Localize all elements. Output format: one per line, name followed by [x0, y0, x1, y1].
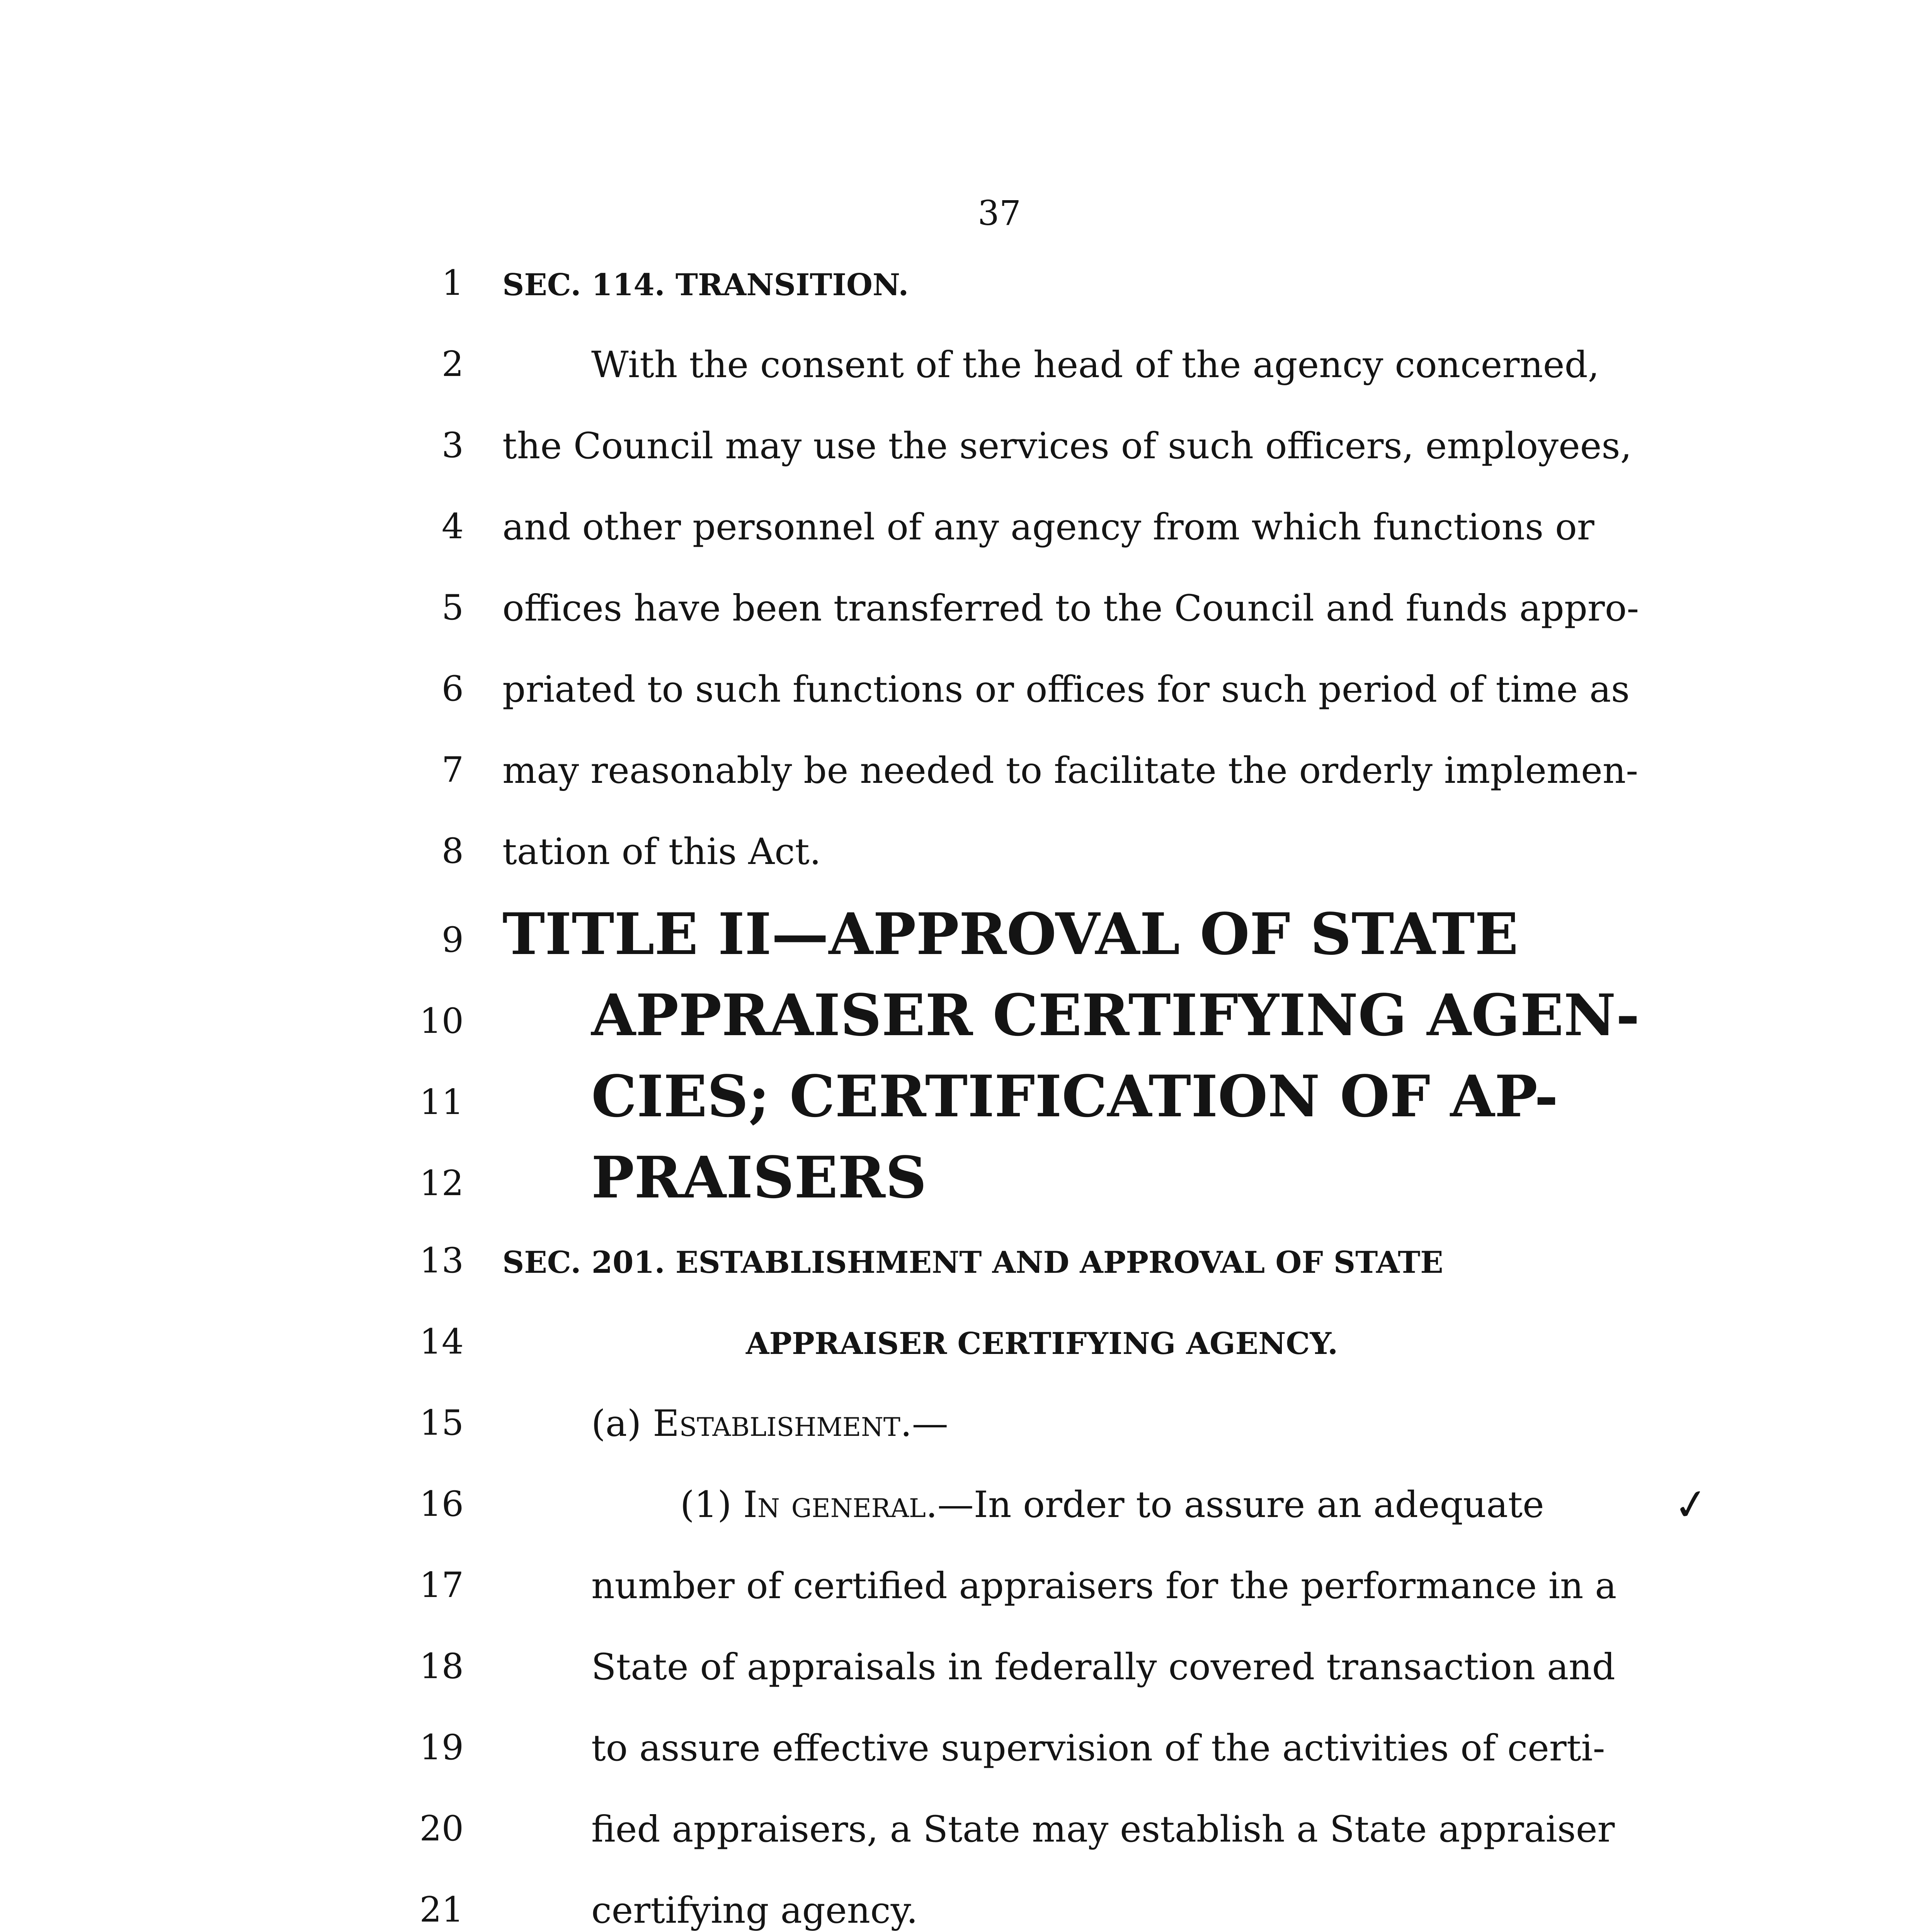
- text-segment: may reasonably be needed to facilitate the orderly implemen-: [502, 750, 1639, 792]
- text-segment: CIES; CERTIFICATION OF AP-: [591, 1063, 1559, 1130]
- line-number: 6: [441, 668, 464, 709]
- line-number: 11: [419, 1082, 464, 1122]
- line-number: 20: [419, 1808, 464, 1849]
- section-heading: [502, 267, 909, 303]
- text-segment: SEC. 114. TRANSITION.: [502, 267, 909, 303]
- text-segment: tation of this Act.: [502, 831, 821, 873]
- title-heading: [591, 1063, 1558, 1130]
- text-segment: number of certified appraisers for the performance in a: [591, 1565, 1617, 1607]
- text-segment: APPRAISER CERTIFYING AGENCY.: [746, 1326, 1338, 1361]
- page-number: 37: [978, 193, 1021, 233]
- line-number: 7: [441, 750, 464, 790]
- line-text: [502, 831, 821, 873]
- line-text: [591, 1889, 918, 1932]
- text-segment: With the consent of the head of the agency concerned,: [591, 344, 1600, 386]
- line-number: 3: [441, 425, 464, 466]
- line-number: 5: [441, 587, 464, 628]
- text-segment: In general: [743, 1484, 926, 1526]
- line-text: [502, 668, 1630, 711]
- text-segment: .—In order to assure an adequate: [926, 1484, 1544, 1526]
- section-heading: [746, 1326, 1338, 1361]
- text-segment: Establishment: [653, 1403, 900, 1445]
- line-number: 16: [419, 1484, 464, 1524]
- title-heading: [502, 900, 1518, 968]
- text-segment: offices have been transferred to the Council and funds appro-: [502, 587, 1639, 629]
- line-text: [680, 1484, 1581, 1526]
- line-number: 15: [419, 1403, 464, 1443]
- line-text: [591, 1727, 1605, 1769]
- text-segment: State of appraisals in federally covered transaction and: [591, 1646, 1615, 1688]
- line-number: 1: [441, 263, 464, 303]
- text-segment: certifying agency.: [591, 1889, 918, 1932]
- line-text: [591, 1403, 948, 1445]
- line-text: [591, 1808, 1615, 1850]
- line-number: 13: [419, 1240, 464, 1281]
- line-text: [502, 750, 1639, 792]
- title-heading: [591, 981, 1640, 1049]
- line-number: 18: [419, 1646, 464, 1687]
- line-text: [591, 1565, 1617, 1607]
- title-heading: [591, 1144, 927, 1211]
- text-segment: priated to such functions or offices for such period of time as: [502, 668, 1630, 711]
- line-number: 14: [419, 1321, 464, 1362]
- line-number: 10: [419, 1001, 464, 1041]
- line-number: 8: [441, 831, 464, 871]
- text-segment: the Council may use the services of such officers, employees,: [502, 425, 1632, 467]
- line-number: 2: [441, 344, 464, 384]
- line-number: 19: [419, 1727, 464, 1768]
- line-number: 21: [419, 1889, 464, 1930]
- text-segment: PRAISERS: [591, 1144, 927, 1211]
- line-text: [591, 344, 1600, 386]
- line-number: 12: [419, 1163, 464, 1204]
- line-text: [502, 506, 1594, 548]
- line-number: 17: [419, 1565, 464, 1605]
- line-number: 4: [441, 506, 464, 547]
- text-segment: APPRAISER CERTIFYING AGEN-: [591, 981, 1640, 1049]
- text-segment: SEC. 201. ESTABLISHMENT AND APPROVAL OF STATE: [502, 1245, 1443, 1280]
- text-segment: TITLE II—APPROVAL OF STATE: [502, 900, 1518, 968]
- line-text: [591, 1646, 1615, 1688]
- line-number: 9: [441, 920, 464, 960]
- text-segment: (1): [680, 1484, 744, 1526]
- text-segment: .—: [900, 1403, 948, 1445]
- section-heading: [502, 1245, 1581, 1280]
- text-segment: fied appraisers, a State may establish a State appraiser: [591, 1808, 1615, 1850]
- text-segment: and other personnel of any agency from which functions or: [502, 506, 1594, 548]
- line-text: [502, 587, 1639, 629]
- text-segment: to assure effective supervision of the activities of certi-: [591, 1727, 1605, 1769]
- text-segment: (a): [591, 1403, 653, 1445]
- check-mark-icon: ✓: [1670, 1478, 1712, 1532]
- line-text: [502, 425, 1632, 467]
